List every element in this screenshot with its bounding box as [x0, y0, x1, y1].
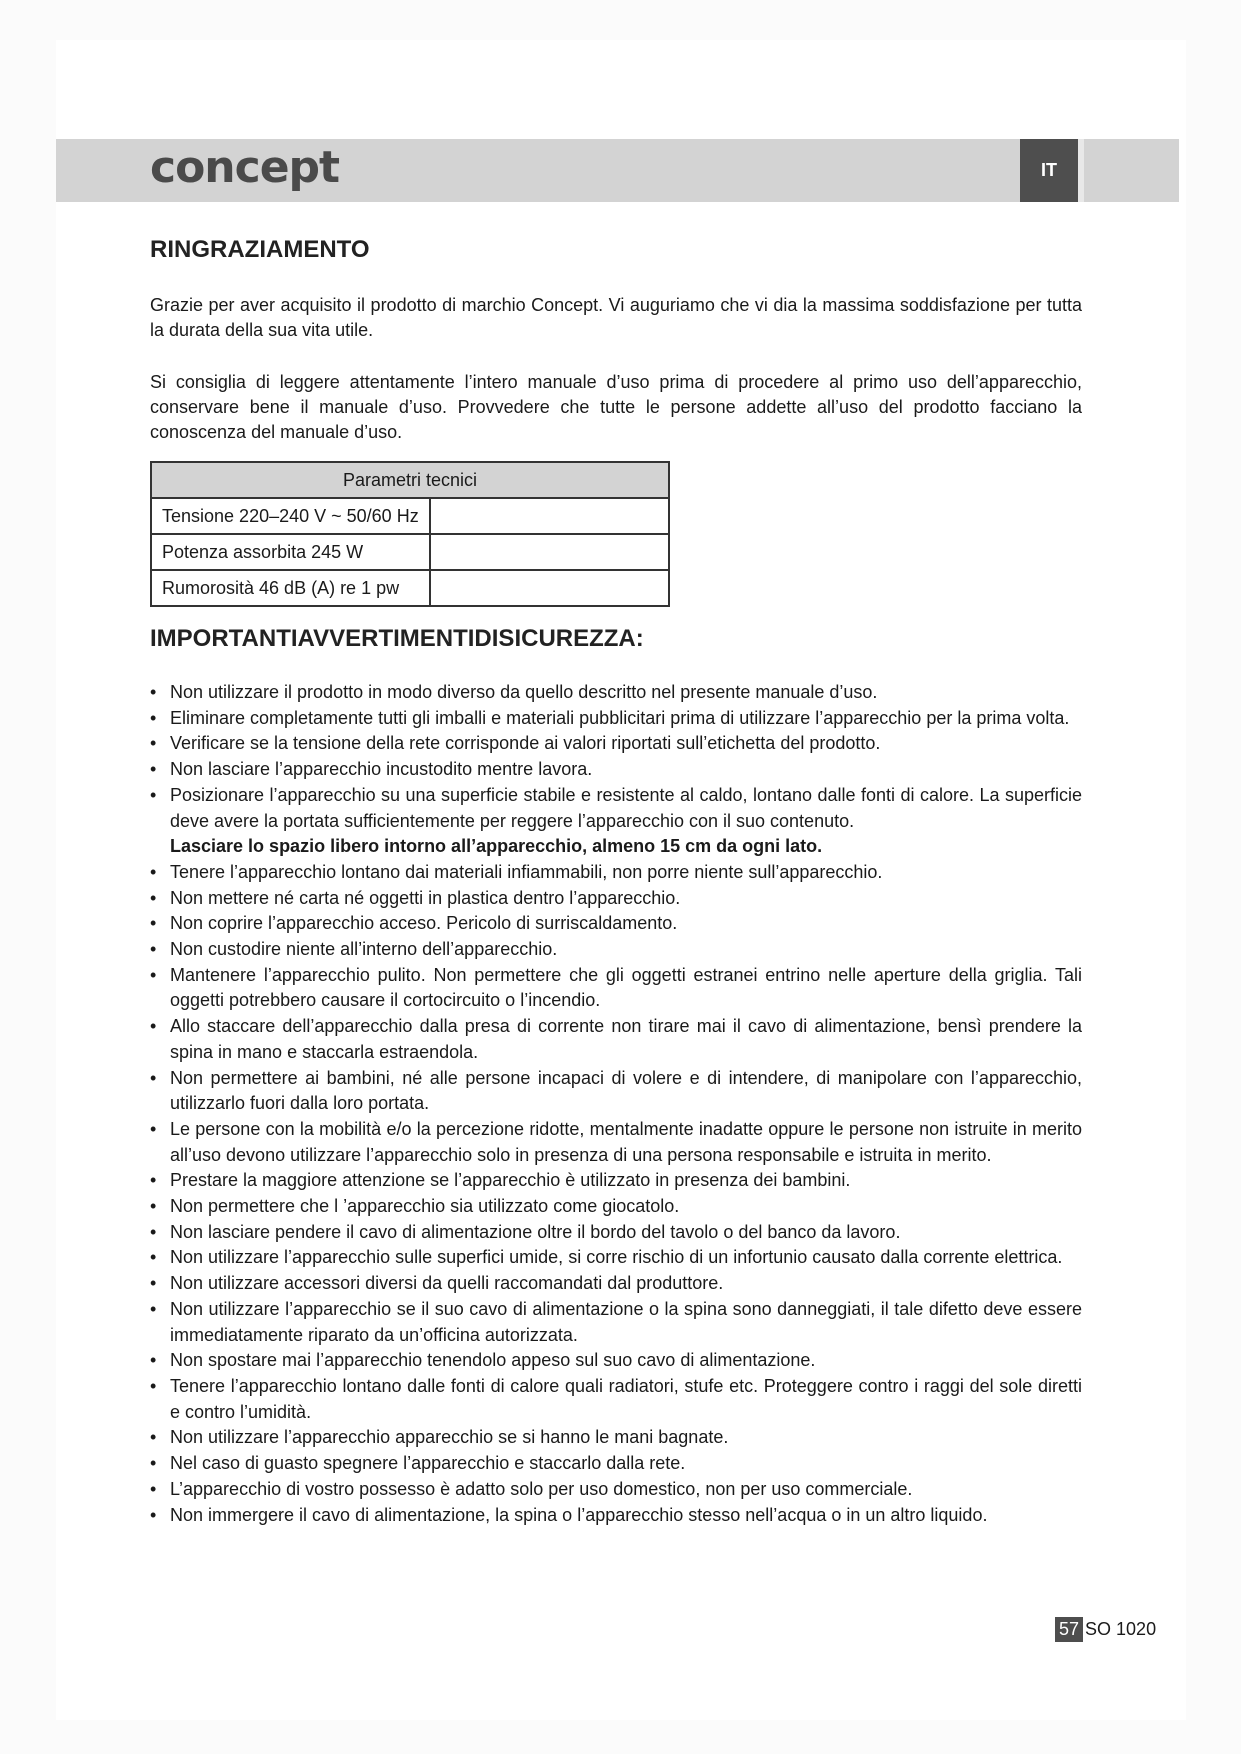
params-table: [150, 461, 670, 607]
warnings-title: IMPORTANTIAVVERTIMENTIDISICUREZZA:: [150, 625, 644, 652]
list-item: • Tenere l’apparecchio lontano dai materiali infiammabili, non porre niente sull’apparecchio.: [150, 860, 1082, 886]
list-item: • Verificare se la tensione della rete corrisponde ai valori riportati sull’etichetta del prodotto.: [150, 731, 1082, 757]
params-cell: Rumorosità 46 dB (A) re 1 pw: [151, 570, 430, 606]
list-item: • Non lasciare pendere il cavo di alimentazione oltre il bordo del tavolo o del banco da lavoro.: [150, 1220, 1082, 1246]
list-item: • Nel caso di guasto spegnere l’apparecchio e staccarlo dalla rete.: [150, 1451, 1082, 1477]
warnings-list: [150, 680, 1082, 1528]
thanks-paragraph-2: Si consiglia di leggere attentamente l’intero manuale d’uso prima di procedere al primo uso dell’apparecchio, conservare bene il manuale d’uso. Provvedere che tutte le persone addette all’uso del prodotto facciano la conoscenza del manuale d’uso.: [150, 372, 1082, 442]
params-cell-empty: [430, 498, 669, 534]
params-cell-empty: [430, 534, 669, 570]
list-item-text: Posizionare l’apparecchio su una superficie stabile e resistente al caldo, lontano dalle fonti di calore. La superficie deve avere la portata sufficientemente per reggere l’apparecchio con il suo contenuto.: [170, 784, 1082, 831]
table-row: [151, 534, 669, 570]
table-row: [151, 498, 669, 534]
list-item: • Non permettere ai bambini, né alle persone incapaci di volere e di intendere, di manipolare con l’apparecchio, utilizzarlo fuori dalla loro portata.: [150, 1066, 1082, 1117]
list-item: • Non utilizzare il prodotto in modo diverso da quello descritto nel presente manuale d’uso.: [150, 680, 1082, 706]
list-item: • L’apparecchio di vostro possesso è adatto solo per uso domestico, non per uso commerciale.: [150, 1477, 1082, 1503]
list-item: [150, 783, 1082, 860]
list-item: • Non utilizzare accessori diversi da quelli raccomandati dal produttore.: [150, 1271, 1082, 1297]
page-footer: [1055, 1617, 1156, 1642]
params-header: Parametri tecnici: [151, 462, 669, 498]
list-item: • Mantenere l’apparecchio pulito. Non permettere che gli oggetti estranei entrino nelle aperture della griglia. Tali oggetti potrebbero causare il cortocircuito o l’incendio.: [150, 963, 1082, 1014]
list-item: • Tenere l’apparecchio lontano dalle fonti di calore quali radiatori, stufe etc. Proteggere contro i raggi del sole diretti e contro l’umidità.: [150, 1374, 1082, 1425]
thanks-title: RINGRAZIAMENTO: [150, 236, 370, 263]
list-item: • Le persone con la mobilità e/o la percezione ridotte, mentalmente inadatte oppure le persone non istruite in merito all’uso devono utilizzare l’apparecchio solo in presenza di una persona responsabile e istruita in merito.: [150, 1117, 1082, 1168]
params-cell-empty: [430, 570, 669, 606]
bold-note: Lasciare lo spazio libero intorno all’apparecchio, almeno 15 cm da ogni lato.: [170, 836, 823, 857]
brand-logo: concept: [150, 142, 340, 193]
list-item: • Non spostare mai l’apparecchio tenendolo appeso sul suo cavo di alimentazione.: [150, 1348, 1082, 1374]
language-badge: IT: [1020, 139, 1084, 202]
thanks-paragraph-1: Grazie per aver acquisito il prodotto di marchio Concept. Vi auguriamo che vi dia la massima soddisfazione per tutta la durata della sua vita utile.: [150, 295, 1082, 340]
list-item: • Non custodire niente all’interno dell’apparecchio.: [150, 937, 1082, 963]
list-item: • Non mettere né carta né oggetti in plastica dentro l’apparecchio.: [150, 886, 1082, 912]
params-cell: Potenza assorbita 245 W: [151, 534, 430, 570]
table-row: [151, 570, 669, 606]
list-item: • Non lasciare l’apparecchio incustodito mentre lavora.: [150, 757, 1082, 783]
page-number: 57: [1055, 1617, 1083, 1642]
list-item: • Non immergere il cavo di alimentazione, la spina o l’apparecchio stesso nell’acqua o in un altro liquido.: [150, 1503, 1082, 1529]
list-item: • Eliminare completamente tutti gli imballi e materiali pubblicitari prima di utilizzare l’apparecchio per la prima volta.: [150, 706, 1082, 732]
model-number: SO 1020: [1085, 1619, 1157, 1639]
list-item: • Non utilizzare l’apparecchio apparecchio se si hanno le mani bagnate.: [150, 1425, 1082, 1451]
list-item: • Non utilizzare l’apparecchio se il suo cavo di alimentazione o la spina sono danneggiati, il tale difetto deve essere immediatamente riparato da un’officina autorizzata.: [150, 1297, 1082, 1348]
list-item: • Non permettere che l ’apparecchio sia utilizzato come giocatolo.: [150, 1194, 1082, 1220]
list-item: • Non utilizzare l’apparecchio sulle superfici umide, si corre rischio di un infortunio causato dalla corrente elettrica.: [150, 1245, 1082, 1271]
list-item: • Prestare la maggiore attenzione se l’apparecchio è utilizzato in presenza dei bambini.: [150, 1168, 1082, 1194]
list-item: • Non coprire l’apparecchio acceso. Pericolo di surriscaldamento.: [150, 911, 1082, 937]
params-cell: Tensione 220–240 V ~ 50/60 Hz: [151, 498, 430, 534]
list-item: • Allo staccare dell’apparecchio dalla presa di corrente non tirare mai il cavo di alimentazione, bensì prendere la spina in mano e staccarla estraendola.: [150, 1014, 1082, 1065]
